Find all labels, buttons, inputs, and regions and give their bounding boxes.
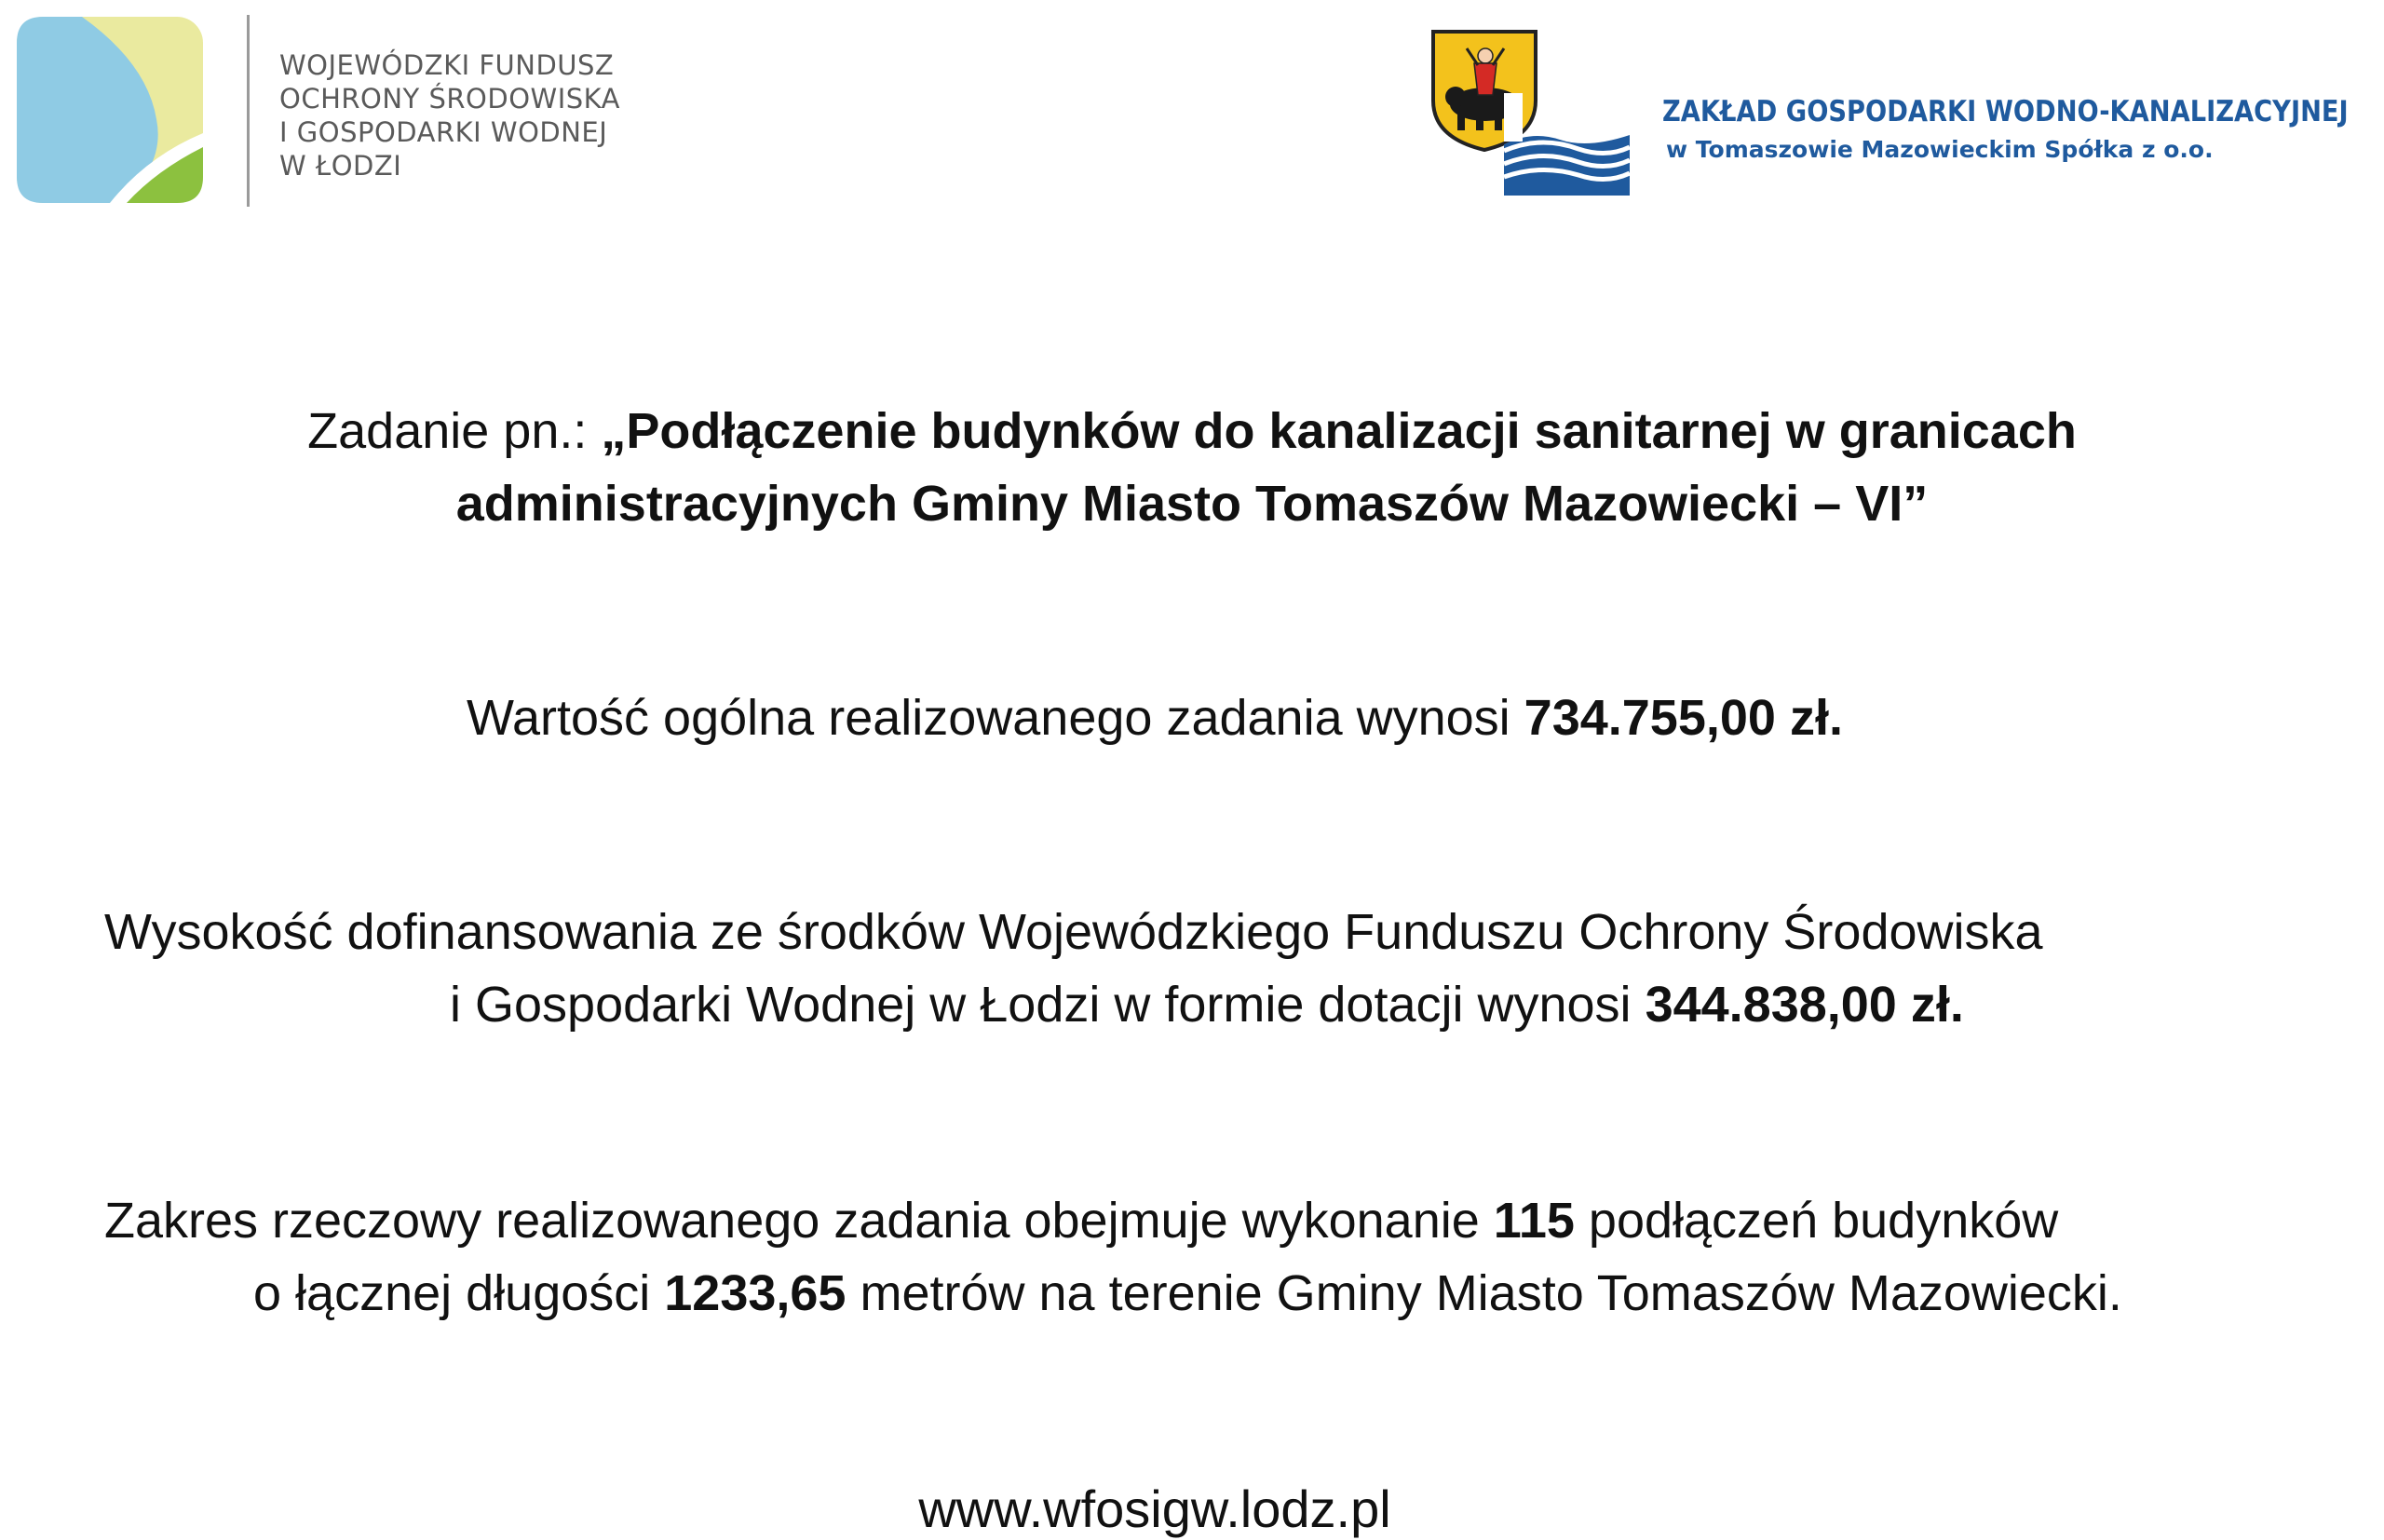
fund-name-line: I GOSPODARKI WODNEJ [279,116,608,148]
zgwk-name-line2: w Tomaszowie Mazowieckim Spółka z o.o. [1666,136,2214,163]
fund-name-line: OCHRONY ŚRODOWISKA [279,83,621,115]
header [0,0,2384,223]
zgwk-name [1662,93,2384,166]
task-value [0,687,2347,749]
task-value-text: Wartość ogólna realizowanego zadania wynosi [467,690,1524,746]
scope-text-suffix: podłączeń budynków [1574,1193,2059,1249]
task-title-continued: administracyjnych Gminy Miasto Tomaszów Mazowiecki – VI” [455,476,1929,532]
scope-count: 115 [1493,1193,1575,1249]
water-wave-logo [1504,93,1630,196]
logo-divider [247,15,250,207]
scope-text: Zakres rzeczowy realizowanego zadania obejmuje wykonanie [104,1193,1494,1249]
funding-text: i Gospodarki Wodnej w Łodzi w formie dotacji wynosi [450,977,1646,1033]
scope-length: 1233,65 [664,1265,847,1321]
funding-line1: Wysokość dofinansowania ze środków Wojewódzkiego Funduszu Ochrony Środowiska [104,904,2043,960]
funding-amount: 344.838,00 zł. [1645,977,1964,1033]
scope-length-suffix: metrów na terenie Gminy Miasto Tomaszów Mazowiecki. [846,1265,2122,1321]
fund-name-line: W ŁODZI [279,150,402,182]
fund-name [279,48,620,182]
scope-line1 [104,1190,2384,1251]
scope-line2 [253,1263,2384,1324]
zgwk-name-line1: ZAKŁAD GOSPODARKI WODNO-KANALIZACYJNEJ [1662,95,2349,128]
wfosigw-lodz-logo [17,17,203,203]
fund-name-line: WOJEWÓDZKI FUNDUSZ [279,49,615,81]
task-title-line2 [0,473,2384,534]
scope-length-text: o łącznej długości [253,1265,665,1321]
funding-line2 [450,974,2384,1035]
task-title: „Podłączenie budynków do kanalizacji sanitarnej w granicach [601,403,2077,459]
task-title-line1 [0,400,2384,462]
task-prefix: Zadanie pn.: [307,403,602,459]
footer-url[interactable]: www.wfosigw.lodz.pl [918,1479,1391,1538]
task-value-amount: 734.755,00 zł. [1524,690,1843,746]
